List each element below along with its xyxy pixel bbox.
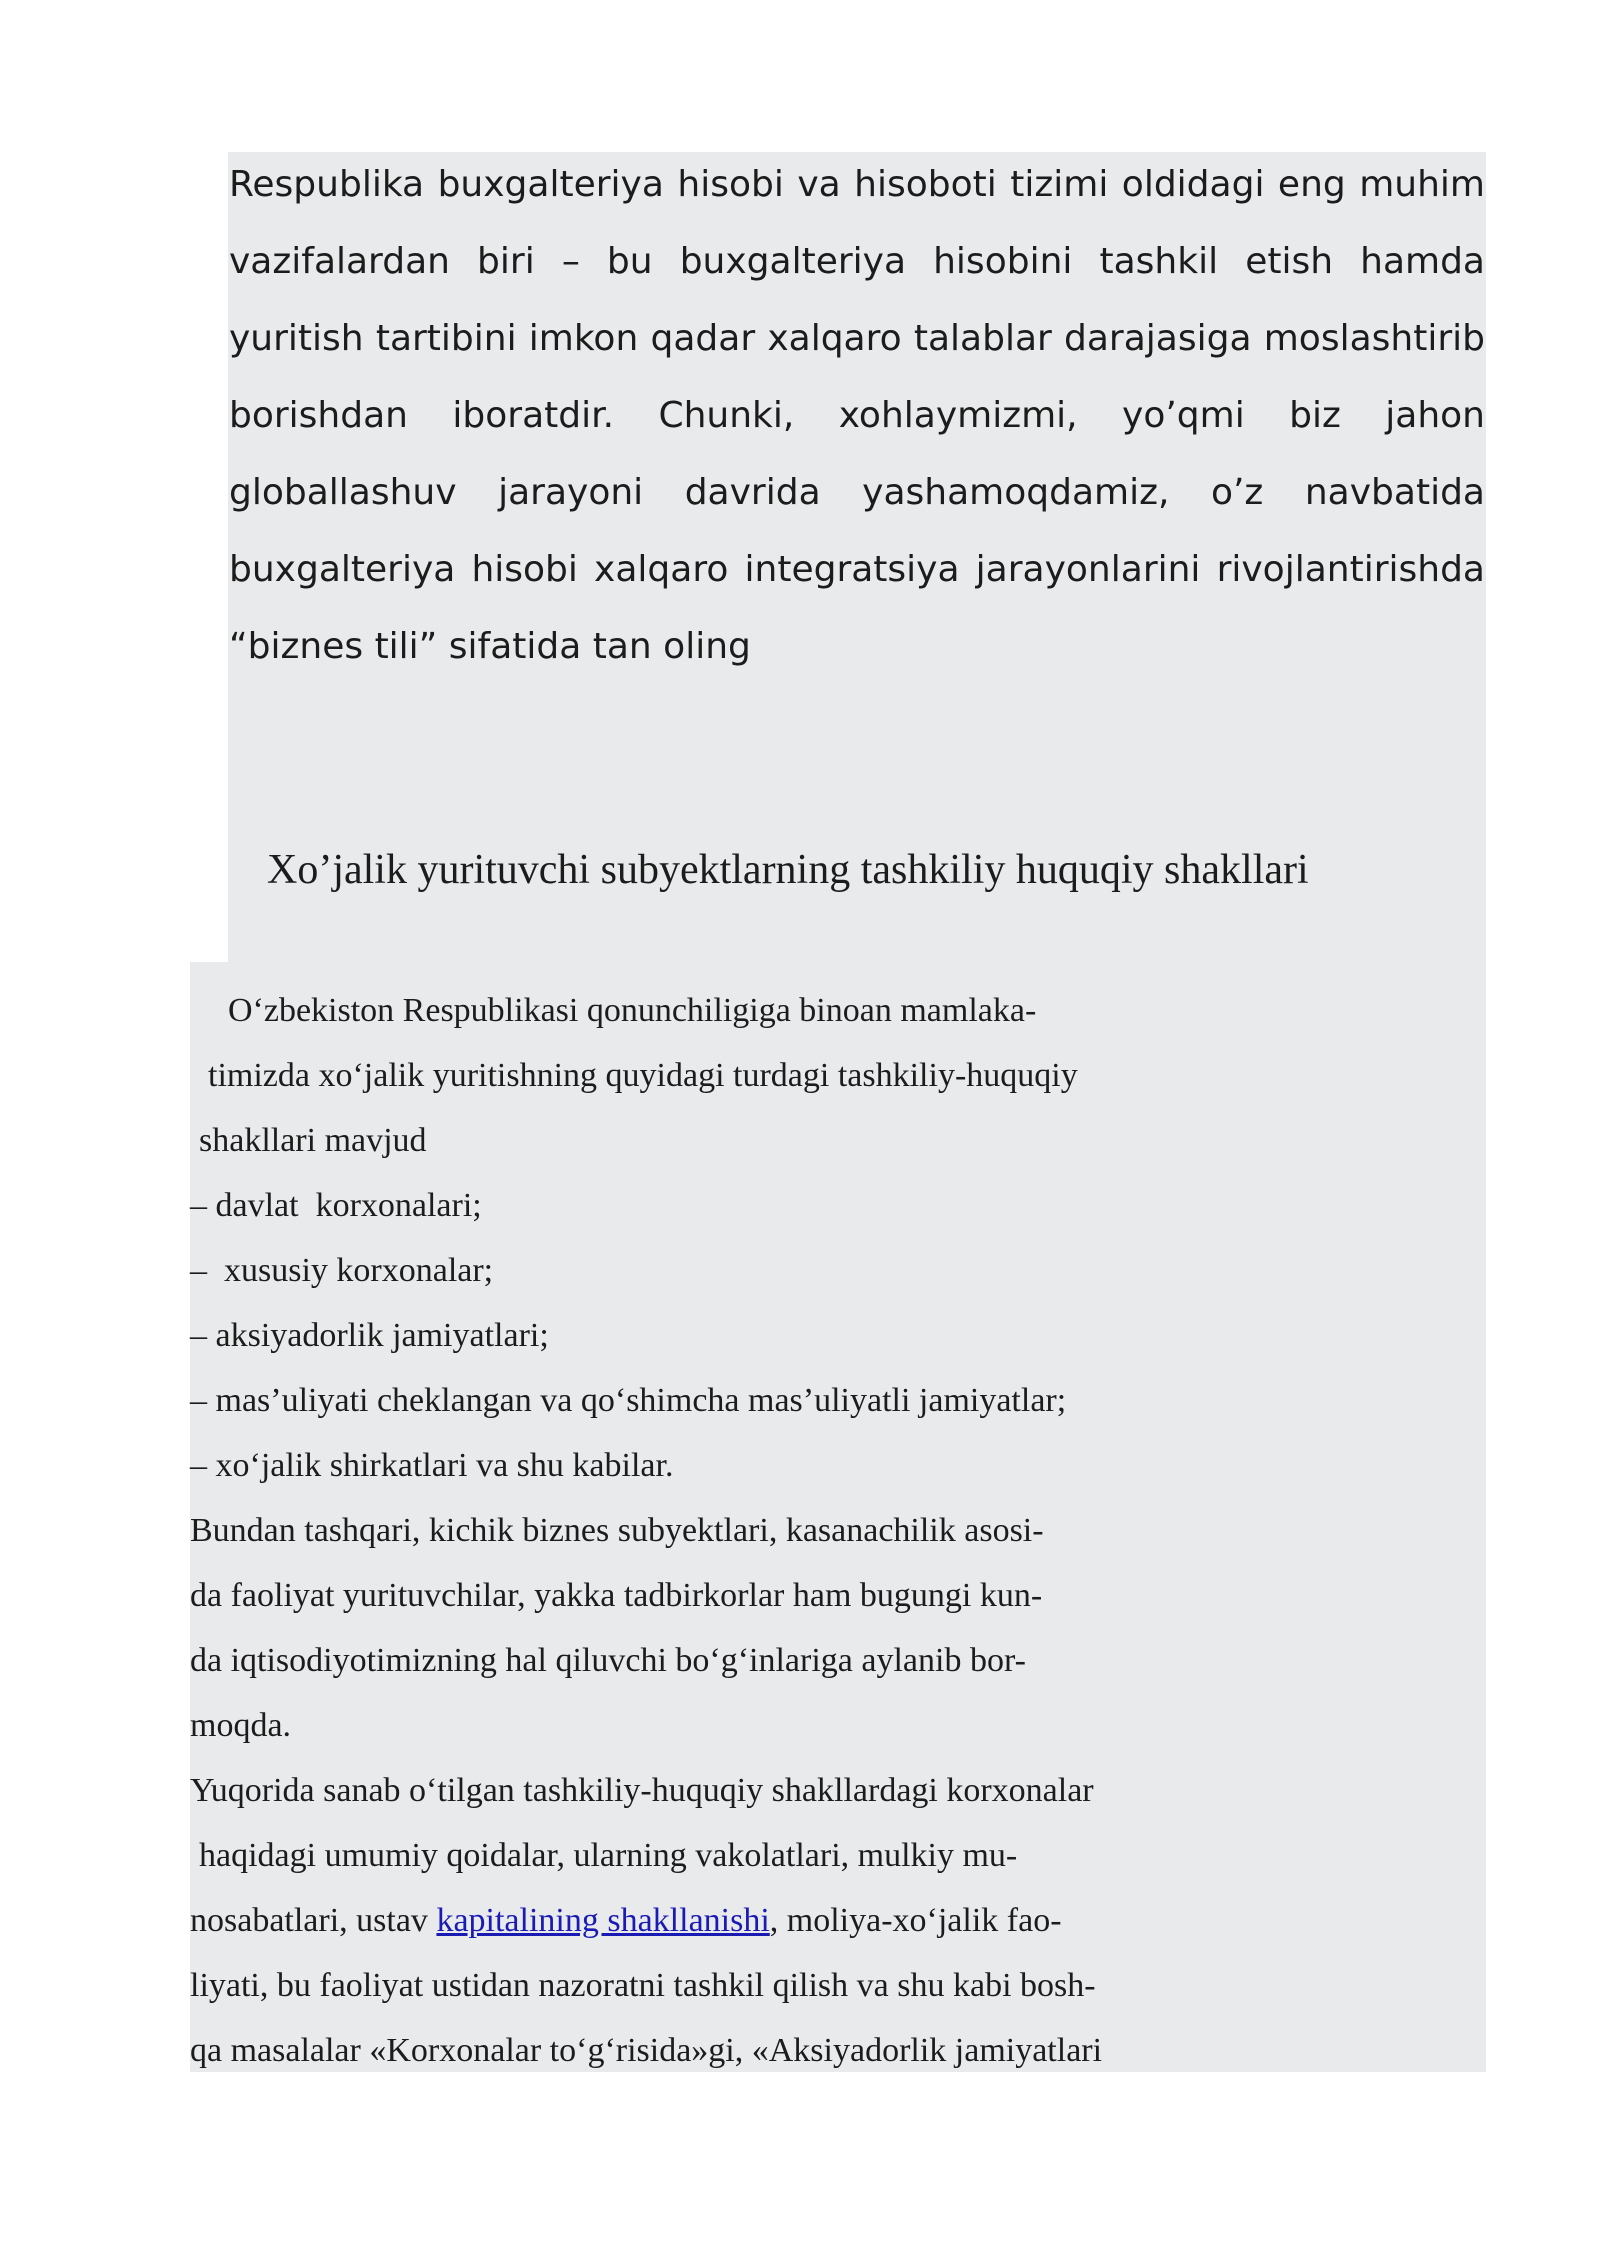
link-line-after: , moliya-xo‘jalik fao- bbox=[769, 1902, 1062, 1939]
body-line: O‘zbekiston Respublikasi qonunchiligiga binoan mamlaka- bbox=[228, 992, 1037, 1029]
body-line-with-link bbox=[190, 1888, 1062, 1953]
link-line-before: nosabatlari, ustav bbox=[190, 1902, 437, 1939]
capital-formation-link[interactable]: kapitalining shakllanishi bbox=[436, 1902, 770, 1939]
body-line: da iqtisodiyotimizning hal qiluvchi bo‘g‘inlariga aylanib bor- bbox=[190, 1642, 1026, 1679]
body-line: moqda. bbox=[190, 1707, 292, 1744]
body-line: da faoliyat yurituvchilar, yakka tadbirkorlar ham bugungi kun- bbox=[190, 1577, 1043, 1614]
intro-paragraph: Respublika buxgalteriya hisobi va hisoboti tizimi oldidagi eng muhim vazifalardan biri – bu buxgalteriya hisobini tashkil etish hamda yuritish tartibini imkon qadar xalqaro talablar darajasiga moslashtirib borishdan iboratdir. Chunki, xohlaymizmi, yo’qmi biz jahon globallashuv jarayoni davrida yashamoqdamiz, o’z navbatida buxgalteriya hisobi xalqaro integratsiya jarayonlarini rivojlantirishda “biznes tili” sifatida tan oling bbox=[229, 164, 1485, 667]
body-line: qa masalalar «Korxonalar to‘g‘risida»gi, «Aksiyadorlik jamiyatlari bbox=[190, 2032, 1103, 2069]
list-item: – aksiyadorlik jamiyatlari; bbox=[190, 1317, 549, 1354]
body-line: liyati, bu faoliyat ustidan nazoratni tashkil qilish va shu kabi bosh- bbox=[190, 1967, 1096, 2004]
list-item: – mas’uliyati cheklangan va qo‘shimcha mas’uliyatli jamiyatlar; bbox=[190, 1382, 1067, 1419]
list-item: – xo‘jalik shirkatlari va shu kabilar. bbox=[190, 1447, 674, 1484]
section-heading: Xo’jalik yurituvchi subyektlarning tashkiliy huquqiy shakllari bbox=[267, 847, 1309, 893]
body-line: haqidagi umumiy qoidalar, ularning vakolatlari, mulkiy mu- bbox=[199, 1837, 1018, 1874]
list-item: – xususiy korxonalar; bbox=[190, 1252, 494, 1289]
body-line: shakllari mavjud bbox=[199, 1122, 427, 1159]
body-line: Bundan tashqari, kichik biznes subyektlari, kasanachilik asosi- bbox=[190, 1512, 1044, 1549]
body-line: timizda xo‘jalik yuritishning quyidagi turdagi tashkiliy-huquqiy bbox=[208, 1057, 1078, 1094]
list-item: – davlat korxonalari; bbox=[190, 1187, 482, 1224]
body-line: Yuqorida sanab o‘tilgan tashkiliy-huquqiy shakllardagi korxonalar bbox=[190, 1772, 1094, 1809]
